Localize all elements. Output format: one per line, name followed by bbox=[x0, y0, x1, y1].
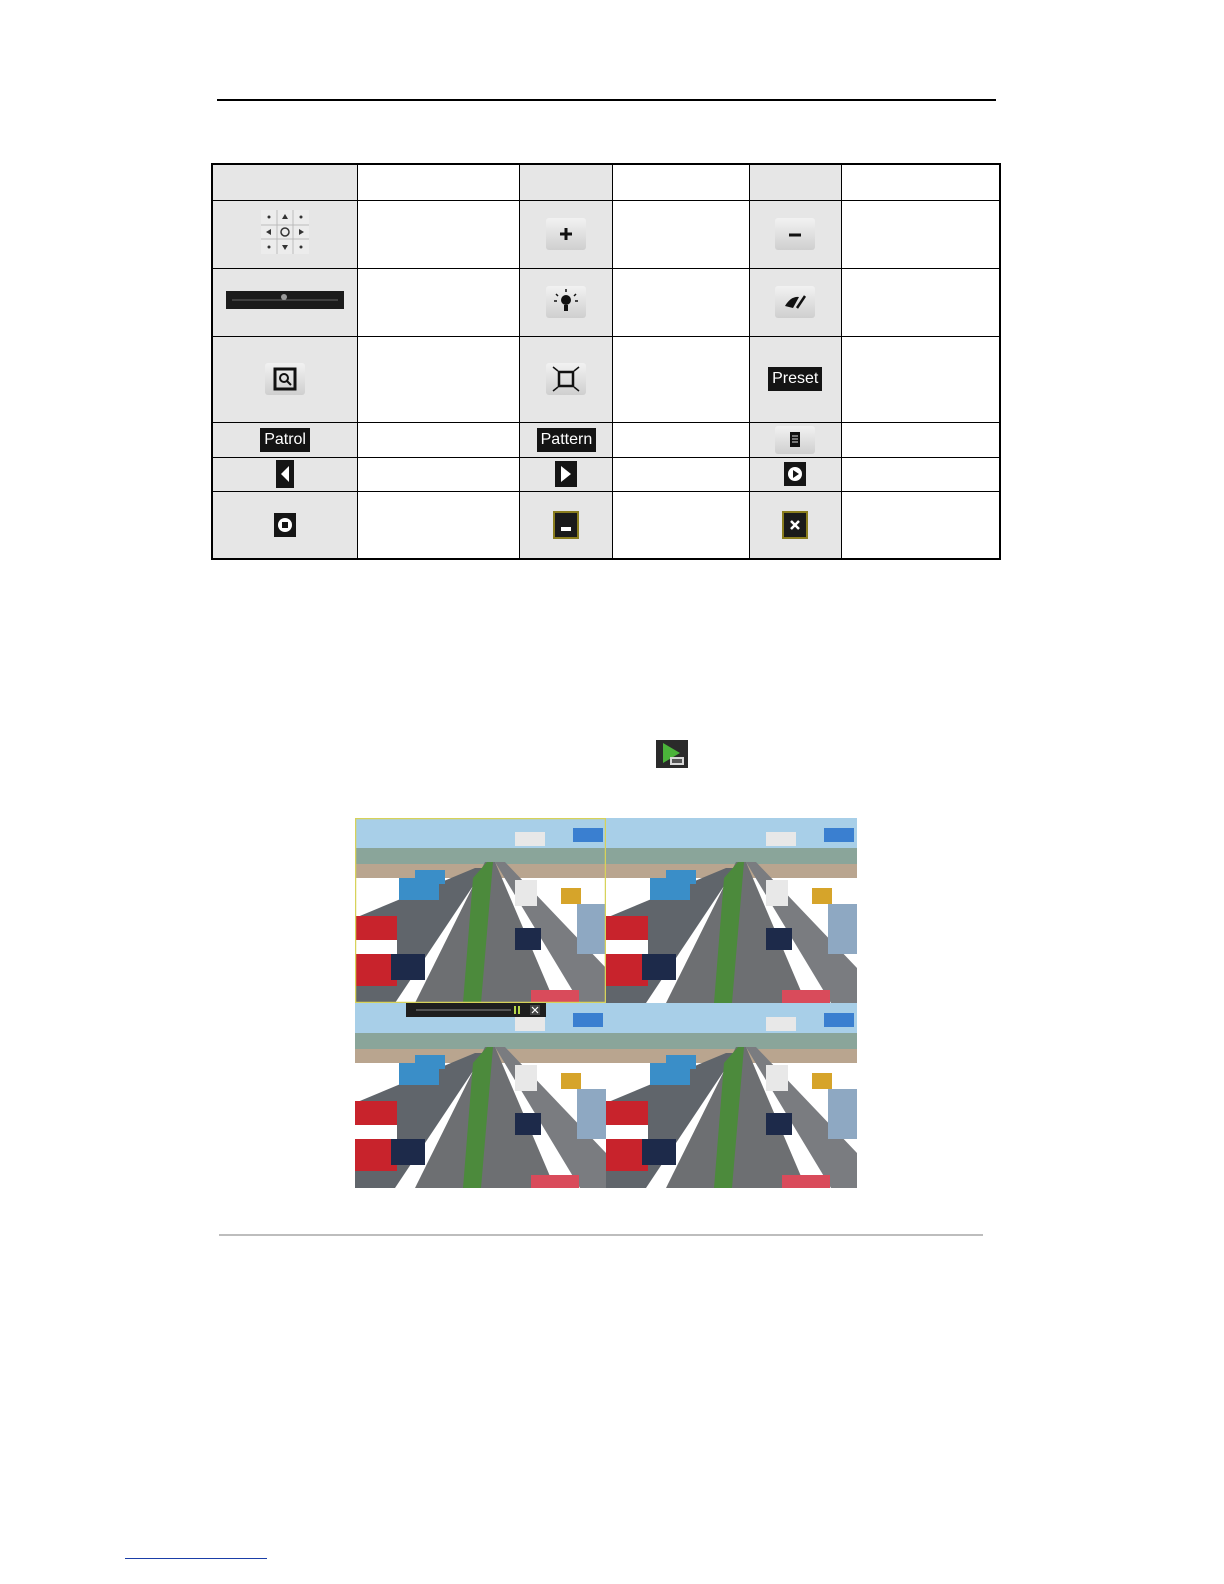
next-icon[interactable] bbox=[555, 461, 577, 487]
description-cell bbox=[358, 200, 520, 268]
table-row bbox=[212, 336, 1000, 422]
icon-cell bbox=[520, 336, 613, 422]
header-cell bbox=[212, 164, 358, 200]
table-header-row bbox=[212, 164, 1000, 200]
zoom-minus-icon[interactable] bbox=[775, 218, 815, 250]
description-cell bbox=[613, 336, 749, 422]
footer-rule bbox=[219, 1234, 983, 1236]
patrol-button[interactable]: Patrol bbox=[260, 428, 310, 452]
icon-cell bbox=[749, 491, 841, 559]
description-cell bbox=[841, 336, 1000, 422]
description-cell bbox=[613, 422, 749, 457]
header-rule bbox=[217, 99, 996, 101]
description-cell bbox=[841, 268, 1000, 336]
description-cell bbox=[613, 268, 749, 336]
table-row bbox=[212, 422, 1000, 457]
preset-button[interactable]: Preset bbox=[768, 367, 822, 391]
icon-cell bbox=[212, 422, 358, 457]
icon-cell bbox=[520, 200, 613, 268]
start-icon[interactable] bbox=[784, 462, 806, 486]
direction-pad-icon[interactable] bbox=[261, 210, 309, 254]
icon-cell bbox=[520, 268, 613, 336]
icon-cell bbox=[520, 422, 613, 457]
icon-cell bbox=[212, 200, 358, 268]
zoom-plus-icon[interactable] bbox=[546, 218, 586, 250]
wiper-icon[interactable] bbox=[775, 286, 815, 318]
icon-cell bbox=[520, 491, 613, 559]
speed-slider-icon[interactable] bbox=[226, 290, 344, 310]
icon-cell bbox=[212, 336, 358, 422]
description-cell bbox=[358, 336, 520, 422]
live-view-grid bbox=[355, 818, 857, 1188]
description-cell bbox=[613, 491, 749, 559]
ptz-panel-table bbox=[211, 163, 1001, 560]
icon-cell bbox=[749, 336, 841, 422]
header-cell bbox=[841, 164, 1000, 200]
instant-playback-icon[interactable] bbox=[656, 740, 688, 768]
menu-icon[interactable] bbox=[775, 426, 815, 454]
camera-window[interactable] bbox=[355, 818, 606, 1003]
description-cell bbox=[358, 457, 520, 491]
icon-cell bbox=[212, 457, 358, 491]
icon-cell bbox=[749, 200, 841, 268]
description-cell bbox=[358, 268, 520, 336]
camera-window[interactable] bbox=[606, 818, 857, 1003]
table-row bbox=[212, 200, 1000, 268]
description-cell bbox=[613, 457, 749, 491]
camera-window[interactable] bbox=[355, 1003, 606, 1188]
header-cell bbox=[749, 164, 841, 200]
header-cell bbox=[358, 164, 520, 200]
stop-icon[interactable] bbox=[274, 513, 296, 537]
description-cell bbox=[841, 491, 1000, 559]
playback-toolbar[interactable] bbox=[406, 1003, 546, 1017]
table-row bbox=[212, 457, 1000, 491]
icon-cell bbox=[749, 457, 841, 491]
fullscreen-icon[interactable] bbox=[546, 363, 586, 395]
pattern-button[interactable]: Pattern bbox=[537, 428, 597, 452]
icon-cell bbox=[212, 491, 358, 559]
icon-cell bbox=[212, 268, 358, 336]
description-cell bbox=[613, 200, 749, 268]
icon-cell bbox=[749, 268, 841, 336]
footnote-link-underline bbox=[125, 1558, 267, 1559]
exit-icon[interactable] bbox=[782, 511, 808, 539]
description-cell bbox=[841, 200, 1000, 268]
icon-cell bbox=[520, 457, 613, 491]
table-row bbox=[212, 491, 1000, 559]
description-cell bbox=[841, 422, 1000, 457]
icon-cell bbox=[749, 422, 841, 457]
table-row bbox=[212, 268, 1000, 336]
camera-window[interactable] bbox=[606, 1003, 857, 1188]
light-icon[interactable] bbox=[546, 286, 586, 318]
previous-icon[interactable] bbox=[276, 460, 294, 488]
header-cell bbox=[613, 164, 749, 200]
description-cell bbox=[358, 491, 520, 559]
description-cell bbox=[358, 422, 520, 457]
minimize-icon[interactable] bbox=[553, 511, 579, 539]
header-cell bbox=[520, 164, 613, 200]
description-cell bbox=[841, 457, 1000, 491]
3d-zoom-icon[interactable] bbox=[265, 363, 305, 395]
